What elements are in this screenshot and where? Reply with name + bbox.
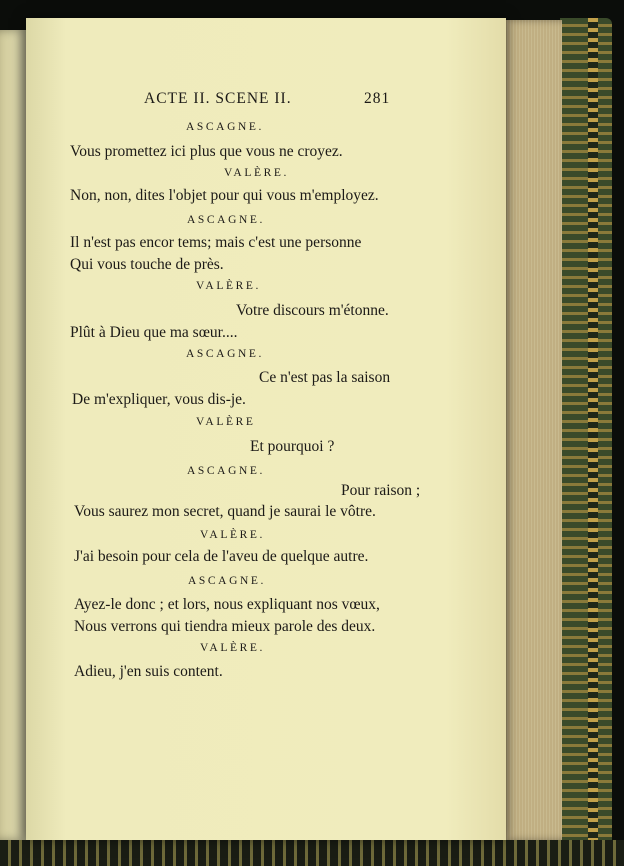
verse-line: Il n'est pas encor tems; mais c'est une personne xyxy=(70,234,362,251)
verse-line: Vous saurez mon secret, quand je saurai le vôtre. xyxy=(74,503,376,520)
verse-line: J'ai besoin pour cela de l'aveu de quelque autre. xyxy=(74,548,369,565)
verse-line: De m'expliquer, vous dis-je. xyxy=(72,391,246,408)
speaker-name: VALÈRE. xyxy=(200,642,265,654)
running-title: ACTE II. SCENE II. xyxy=(144,90,292,107)
book-page xyxy=(26,18,506,840)
left-page-edge xyxy=(0,30,26,840)
bottom-binding xyxy=(0,840,624,866)
verse-line: Plût à Dieu que ma sœur.... xyxy=(70,324,238,341)
speaker-name: ASCAGNE. xyxy=(188,575,266,587)
speaker-name: VALÈRE xyxy=(196,416,256,428)
verse-line: Pour raison ; xyxy=(341,482,421,499)
verse-line: Nous verrons qui tiendra mieux parole des deux. xyxy=(74,618,376,635)
verse-line: Adieu, j'en suis content. xyxy=(74,663,223,680)
verse-line: Ayez-le donc ; et lors, nous expliquant nos vœux, xyxy=(74,596,380,613)
speaker-name: ASCAGNE. xyxy=(186,348,264,360)
verse-line: Votre discours m'étonne. xyxy=(236,302,389,319)
verse-line: Ce n'est pas la saison xyxy=(259,369,391,386)
page-number: 281 xyxy=(364,90,391,107)
speaker-name: VALÈRE. xyxy=(224,167,289,179)
verse-line: Et pourquoi ? xyxy=(250,438,335,455)
page-edges xyxy=(500,20,562,840)
speaker-name: VALÈRE. xyxy=(196,280,261,292)
verse-line: Non, non, dites l'objet pour qui vous m'employez. xyxy=(70,187,379,204)
speaker-name: VALÈRE. xyxy=(200,529,265,541)
verse-line: Vous promettez ici plus que vous ne croyez. xyxy=(70,143,343,160)
book-cover-edge xyxy=(560,18,612,854)
speaker-name: ASCAGNE. xyxy=(187,465,265,477)
speaker-name: ASCAGNE. xyxy=(187,214,265,226)
verse-line: Qui vous touche de près. xyxy=(70,256,224,273)
speaker-name: ASCAGNE. xyxy=(186,121,264,133)
